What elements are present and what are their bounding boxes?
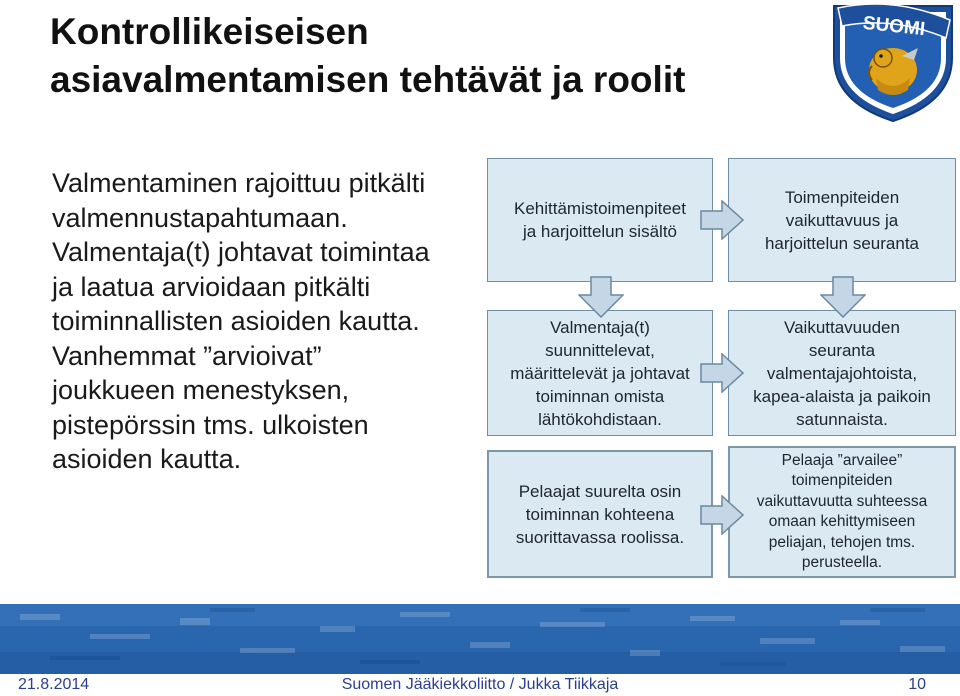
intro-line: Valmentaja(t) johtavat toimintaa [52,237,430,267]
box-text-line: harjoittelun seuranta [764,233,920,253]
box-text-line: toiminnan omista [535,386,665,406]
right-arrow-icon [700,495,744,535]
box-players-role [487,450,713,578]
slide-footer [0,674,960,696]
box-player-guesses [728,446,956,578]
footer-decorative-band [0,604,960,674]
footer-date: 21.8.2014 [18,676,90,693]
box-text-line: omaan kehittymiseen [768,513,916,530]
box-text-line: seuranta [808,340,876,360]
right-arrow-icon [700,200,744,240]
box-text-line: toiminnan kohteena [525,504,675,524]
box-text-line: määrittelevät ja johtavat [510,363,690,383]
box-text-line: Pelaaja ”arvailee” [781,451,903,469]
box-text-line: Pelaajat suurelta osin [518,481,682,501]
box-monitoring-coach-led [728,310,956,436]
box-text-line: Vaikuttavuuden [784,317,900,337]
intro-line: joukkueen menestyksen, [52,375,350,405]
box-text-line: lähtökohdistaan. [538,409,662,429]
box-text-line: satunnaista. [796,409,888,429]
intro-line: pistepörssin tms. ulkoisten [52,409,369,440]
box-text-line: valmentajajohtoista, [766,363,918,383]
box-text-line: Kehittämistoimenpiteet [514,199,686,218]
box-text-line: Toimenpiteiden [784,187,900,207]
title-line-1: Kontrollikeiseisen [50,11,369,52]
slide-title [50,8,830,104]
box-text-line: suunnittelevat, [545,340,655,360]
box-text-line: vaikuttavuus ja [785,210,899,230]
down-arrow-icon [820,276,866,318]
page-number: 10 [908,676,926,693]
intro-line: valmennustapahtumaan. [52,202,348,233]
title-line-2: asiavalmentamisen tehtävät ja roolit [50,59,686,100]
intro-line: toiminnallisten asioiden kautta. [52,306,420,336]
intro-paragraph [52,166,452,477]
box-development-measures [487,158,713,282]
box-text-line: suorittavassa roolissa. [515,527,685,547]
box-coaches-plan [487,310,713,436]
down-arrow-icon [578,276,624,318]
footer-organization: Suomen Jääkiekkoliitto / Jukka Tiikkaja [341,676,619,693]
box-text-line: peliajan, tehojen tms. [768,533,916,551]
box-effectiveness-monitoring [728,158,956,282]
box-text-line: perusteella. [801,554,883,571]
logo-text: SUOMI [861,12,927,41]
box-text-line: vaikuttavuutta suhteessa [756,492,928,510]
right-arrow-icon [700,353,744,393]
ice-texture-pattern [0,604,960,674]
box-text-line: kapea-alaista ja paikoin [753,386,931,406]
intro-line: Vanhemmat ”arvioivat” [52,340,322,371]
box-text-line: toimenpiteiden [791,472,893,489]
intro-line: ja laatua arvioidaan pitkälti [52,271,371,302]
box-text-line: Valmentaja(t) [550,317,650,337]
intro-line: Valmentaminen rajoittuu pitkälti [52,168,426,198]
intro-line: asioiden kautta. [52,444,242,474]
box-text-line: ja harjoittelun sisältö [522,222,677,241]
suomi-logo [826,0,960,124]
